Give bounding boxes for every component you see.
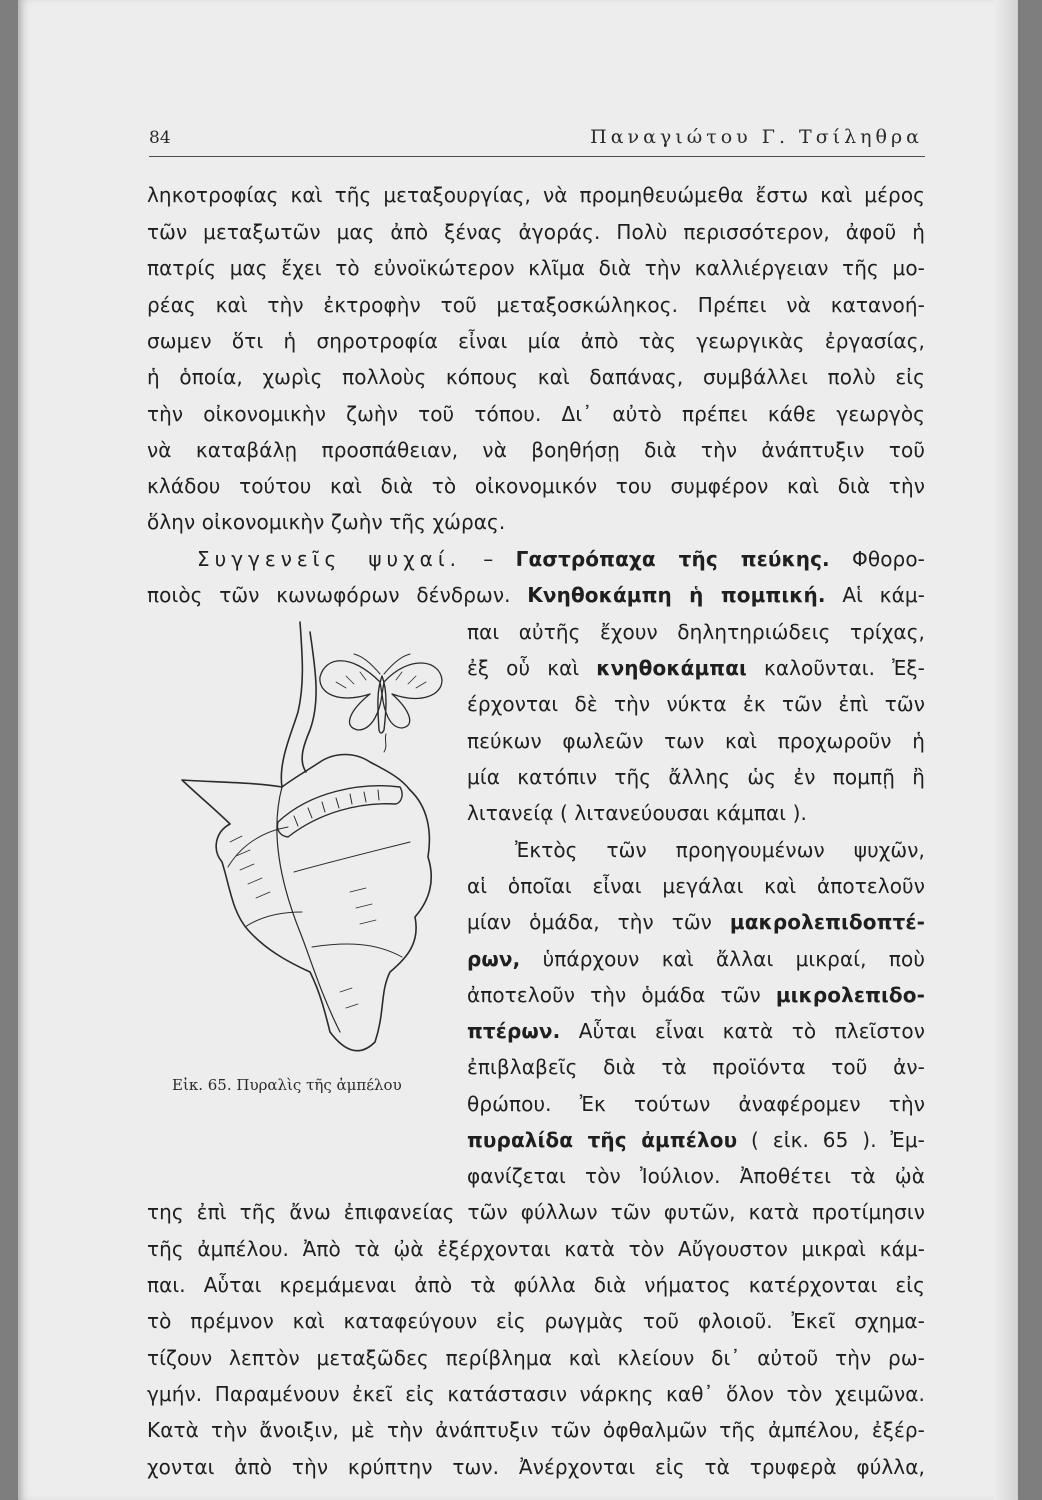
- text-line: πτέρων. Αὗται εἶναι κατὰ τὸ πλεῖστον: [467, 1019, 925, 1043]
- text-line: τίζουν λεπτὸν μεταξῶδες περίβλημα καὶ κλείουν δι᾽ αὐτοῦ τὴν ρω-: [147, 1346, 925, 1370]
- leaf-shading: [230, 836, 376, 1008]
- text-line: θρώπου. Ἐκ τούτων ἀναφέρομεν τὴν: [467, 1092, 925, 1116]
- caterpillar-segments: [294, 790, 379, 826]
- moth-wing-right: [382, 663, 442, 728]
- text-line: ρέας καὶ τὴν ἐκτροφὴν τοῦ μεταξοσκώληκος. Πρέπει νὰ κατανοή-: [147, 293, 925, 317]
- term: ρων,: [467, 947, 521, 971]
- text-line: ρων, ὑπάρχουν καὶ ἄλλαι μικραί, ποὺ: [467, 947, 925, 971]
- text-line: πυραλίδα τῆς ἀμπέλου ( εἰκ. 65 ). Ἐμ-: [467, 1128, 925, 1152]
- text-line: μίαν ὁμάδα, τὴν τῶν μακρολεπιδοπτέ-: [467, 910, 925, 934]
- term: κνηθοκάμπαι: [596, 656, 747, 680]
- text-line: ληκοτροφίας καὶ τῆς μεταξουργίας, νὰ προμηθευώμεθα ἔστω καὶ μέρος: [147, 183, 925, 207]
- species-name: Γαστρόπαχα τῆς πεύκης.: [515, 547, 830, 571]
- text-line: τῆς ἀμπέλου. Ἀπὸ τὰ ᾠὰ ἐξέρχονται κατὰ τὸν Αὔγουστον μικραὶ κάμ-: [147, 1237, 925, 1261]
- text-line: έρχονται δὲ τὴν νύκτα ἐκ τῶν ἐπὶ τῶν: [467, 692, 925, 716]
- figure-caption: Εἰκ. 65. Πυραλὶς τῆς ἀμπέλου: [172, 1076, 402, 1094]
- moth-tail: [384, 734, 386, 752]
- text-line: παι αὐτῆς ἔχουν δηλητηριώδεις τρίχας,: [467, 620, 925, 644]
- page-header: [149, 124, 925, 157]
- text-line: Ἐκτὸς τῶν προηγουμένων ψυχῶν,: [515, 838, 925, 862]
- section-heading: Συγγενεῖς ψυχαί.: [197, 547, 461, 571]
- text-line: σωμεν ὅτι ἡ σηροτροφία εἶναι μία ἀπὸ τὰς γεωργικὰς ἐργασίας,: [147, 329, 925, 353]
- text-line: παι. Αὗται κρεμάμεναι ἀπὸ τὰ φύλλα διὰ νήματος κατέρχονται εἰς: [147, 1273, 925, 1297]
- term: μακρολεπιδοπτέ-: [729, 910, 925, 934]
- vine-stem: [281, 622, 302, 787]
- term: πτέρων.: [467, 1019, 561, 1043]
- moth-body: [378, 676, 386, 733]
- text-line: γμήν. Παραμένουν ἐκεῖ εἰς κατάστασιν νάρκης καθ᾽ ὅλον τὸν χειμῶνα.: [147, 1382, 925, 1406]
- text-line: ἀποτελοῦν τὴν ὁμάδα τῶν μικρολεπιδο-: [467, 983, 925, 1007]
- moth: [320, 654, 442, 733]
- text-line: ποιὸς τῶν κωνωφόρων δένδρων. Κνηθοκάμπη ἡ πομπική. Αἱ κάμ-: [147, 583, 925, 607]
- text-line: ἐξ οὗ καὶ κνηθοκάμπαι καλοῦνται. Ἐξ-: [467, 656, 925, 680]
- moth-wing-left: [320, 661, 382, 730]
- text-line: αἱ ὁποῖαι εἶναι μεγάλαι καὶ ἀποτελοῦν: [467, 874, 925, 898]
- text-line: τὸ πρέμνον καὶ καταφεύγουν εἰς ρωγμὰς τοῦ φλοιοῦ. Ἐκεῖ σχημα-: [147, 1309, 925, 1333]
- leaf-vein: [312, 944, 402, 957]
- term: μικρολεπιδο-: [775, 983, 925, 1007]
- running-head: Παναγιώτου Γ. Τσίληθρα: [590, 126, 923, 148]
- text-line: τὴν οἰκονομικὴν ζωὴν τοῦ τόπου. Δι᾽ αὐτὸ πρέπει κάθε γεωργὸς: [147, 402, 925, 426]
- leaf-vein: [294, 842, 410, 872]
- text-line: ὅλην οἰκονομικὴν ζωὴν τῆς χώρας.: [147, 510, 506, 534]
- text-line: Συγγενεῖς ψυχαί. – Γαστρόπαχα τῆς πεύκης. Φθορο-: [147, 547, 925, 577]
- species-name: πυραλίδα τῆς ἀμπέλου: [467, 1128, 738, 1152]
- page-number: 84: [149, 128, 171, 148]
- text-line: φανίζεται τὸν Ἰούλιον. Ἀποθέτει τὰ ᾠὰ: [467, 1164, 925, 1188]
- text-line: νὰ καταβάλῃ προσπάθειαν, νὰ βοηθήσῃ διὰ τὴν ἀνάπτυξιν τοῦ: [147, 438, 925, 462]
- text-line: τῶν μεταξωτῶν μας ἀπὸ ξένας ἀγοράς. Πολὺ περισσότερον, ἀφοῦ ἡ: [147, 220, 925, 244]
- text-line: Κατὰ τὴν ἄνοιξιν, μὲ τὴν ἀνάπτυξιν τῶν ὀφθαλμῶν τῆς ἀμπέλου, ἐξέρ-: [147, 1418, 925, 1442]
- species-name: Κνηθοκάμπη ἡ πομπική.: [527, 583, 826, 607]
- text-line: μία κατόπιν τῆς ἄλλης ὡς ἐν πομπῇ ἢ: [467, 765, 925, 789]
- text-line: λιτανείᾳ ( λιτανεύουσαι κάμπαι ).: [467, 801, 807, 825]
- text-line: ἐπιβλαβεῖς διὰ τὰ προϊόντα τοῦ ἀν-: [467, 1055, 925, 1079]
- grape-leaf: [182, 755, 431, 1051]
- text-line: πεύκων φωλεῶν των καὶ προχωροῦν ἡ: [467, 729, 925, 753]
- text-line: πατρίς μας ἔχει τὸ εὐνοϊκώτερον κλῖμα διὰ τὴν καλλιέργειαν τῆς μο-: [147, 256, 925, 280]
- moth-illustration: [170, 612, 460, 1072]
- text-line: της ἐπὶ τῆς ἄνω ἐπιφανείας τῶν φύλλων τῶν φυτῶν, κατὰ προτίμησιν: [147, 1200, 925, 1224]
- moth-antennae: [354, 654, 410, 674]
- text-line: ἡ ὁποία, χωρὶς πολλοὺς κόπους καὶ δαπάνας, συμβάλλει πολὺ εἰς: [147, 365, 925, 389]
- text-line: χονται ἀπὸ τὴν κρύπτην των. Ἀνέρχονται εἰς τὰ τρυφερὰ φύλλα,: [147, 1455, 925, 1479]
- text-line: κλάδου τούτου καὶ διὰ τὸ οἰκονομικόν του συμφέρον καὶ διὰ τὴν: [147, 474, 925, 498]
- page-edge: [994, 0, 1018, 1500]
- caterpillar: [277, 786, 402, 837]
- vine-tendril: [302, 632, 316, 772]
